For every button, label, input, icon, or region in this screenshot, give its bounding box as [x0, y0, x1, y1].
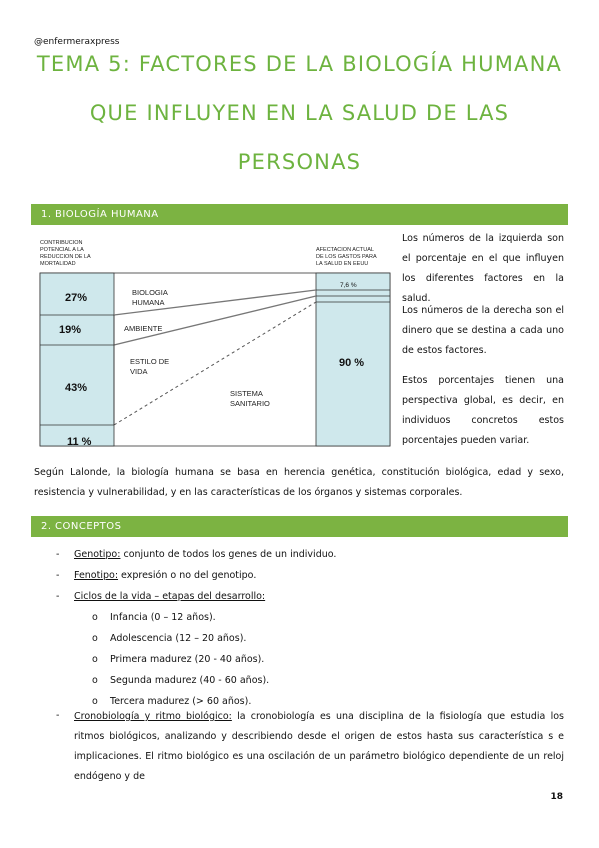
- section-header-conceptos: [31, 516, 568, 537]
- sub-bullet-mark: o: [92, 633, 98, 644]
- right-header-line: LA SALUD EN EEUU: [316, 261, 369, 267]
- label-estilo: VIDA: [130, 367, 148, 376]
- value-right-main: 90 %: [339, 357, 365, 369]
- explanation-2: Los números de la derecha son el dinero que se destina a cada uno de estos factores.: [402, 305, 564, 356]
- right-header-line: DE LOS GASTOS PARA: [316, 254, 377, 260]
- value-ambiente: 19%: [59, 324, 82, 336]
- right-header-line: AFECTACION ACTUAL: [316, 247, 374, 253]
- page-title-line-3: PERSONAS: [237, 150, 362, 174]
- value-biologia: 27%: [65, 292, 88, 304]
- label-sistema: SANITARIO: [230, 399, 270, 408]
- sub-bullet-mark: o: [92, 654, 98, 665]
- lalonde-paragraph: Según Lalonde, la biología humana se basa en herencia genética, constitución biológica, edad y sexo, resistencia y vulnerabilidad, y en las características de los órganos y sistemas corporales.: [34, 467, 564, 498]
- author-handle: @enfermeraxpress: [34, 37, 120, 47]
- label-biologia: HUMANA: [132, 298, 165, 307]
- bullet-mark: -: [56, 591, 60, 602]
- bullet-mark: -: [56, 570, 60, 581]
- left-header-line: MORTALIDAD: [40, 261, 76, 267]
- def-fenotipo: expresión o no del genotipo.: [118, 570, 257, 581]
- section-header-biologia: [31, 204, 568, 225]
- page-title-line-1: TEMA 5: FACTORES DE LA BIOLOGÍA HUMANA: [36, 52, 563, 76]
- stage-text: Segunda madurez (40 - 60 años).: [110, 675, 270, 686]
- explanation-1: Los números de la izquierda son el porcentaje en el que influyen los diferentes factores en la salud.: [402, 233, 564, 304]
- stage-text: Primera madurez (20 - 40 años).: [110, 654, 265, 665]
- value-top-right: 7,6 %: [340, 282, 357, 289]
- lalonde-figure: [36, 236, 396, 450]
- label-biologia: BIOLOGIA: [132, 288, 168, 297]
- def-genotipo: conjunto de todos los genes de un individuo.: [120, 549, 337, 560]
- right-header: [316, 247, 377, 267]
- term-ciclos: Ciclos de la vida – etapas del desarrollo:: [74, 591, 266, 602]
- section-number: 1.: [41, 209, 52, 220]
- sub-bullet-mark: o: [92, 696, 98, 707]
- section-title: BIOLOGÍA HUMANA: [55, 209, 159, 220]
- left-header-line: REDUCCION DE LA: [40, 254, 91, 260]
- section-title: CONCEPTOS: [55, 521, 122, 532]
- left-header-line: CONTRIBUCION: [40, 240, 83, 246]
- section-number: 2.: [41, 521, 52, 532]
- stage-text: Tercera madurez (> 60 años).: [110, 696, 252, 707]
- explanation-3: Estos porcentajes tienen una perspectiva global, es decir, en individuos concretos estos porcentajes pueden variar.: [402, 375, 564, 446]
- stage-text: Infancia (0 – 12 años).: [110, 612, 216, 623]
- label-estilo: ESTILO DE: [130, 357, 170, 366]
- term-fenotipo: Fenotipo:: [74, 570, 119, 581]
- sub-bullet-mark: o: [92, 675, 98, 686]
- left-header-line: POTENCIAL A LA: [40, 247, 84, 253]
- concept-crono: [74, 707, 564, 787]
- term-crono: Cronobiología y ritmo biológico:: [74, 711, 232, 722]
- sub-bullet-mark: o: [92, 612, 98, 623]
- def-crono: la cronobiología es una disciplina de la fisiología que estudia los ritmos biológicos, analizando y describiendo desde el origen de estos hasta sus característica s e implicaciones. El ritmo biológico es una oscilación de un parámetro biológico dependiente de un reloj endógeno y de: [74, 711, 564, 782]
- term-genotipo: Genotipo:: [74, 549, 121, 560]
- bullet-mark: -: [56, 549, 60, 560]
- bullet-mark-crono: -: [56, 710, 60, 721]
- page-title-line-2: QUE INFLUYEN EN LA SALUD DE LAS: [89, 101, 510, 125]
- page-number: 18: [550, 792, 563, 802]
- label-sistema: SISTEMA: [230, 389, 263, 398]
- value-sistema: 11 %: [67, 436, 92, 448]
- label-ambiente: AMBIENTE: [124, 324, 163, 333]
- left-header: [40, 240, 91, 267]
- value-estilo: 43%: [65, 382, 88, 394]
- stage-text: Adolescencia (12 – 20 años).: [110, 633, 247, 644]
